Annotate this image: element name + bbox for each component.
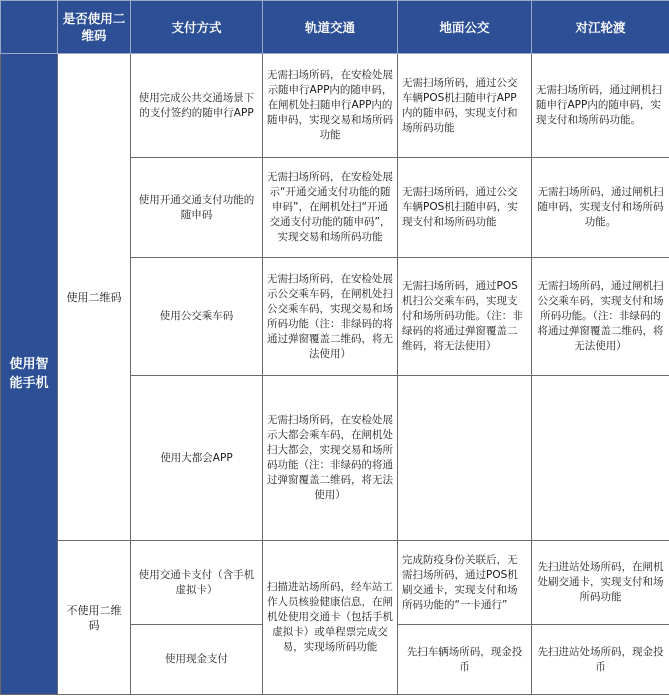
method-cell: 使用完成公共交通场景下的支付签约的随申行APP bbox=[131, 54, 263, 158]
table-row bbox=[1, 541, 669, 625]
bus-cell: 无需扫场所码，通过公交车辆POS机扫随申码，实现支付和场所码功能 bbox=[398, 158, 532, 258]
header-blank bbox=[1, 1, 58, 54]
method-cell: 使用大都会APP bbox=[131, 376, 263, 541]
header-use-qr: 是否使用二维码 bbox=[58, 1, 131, 54]
table-row bbox=[1, 54, 669, 158]
method-cell: 使用现金支付 bbox=[131, 625, 263, 695]
rail-cell: 无需扫场所码，在安检处展示公交乘车码，在闸机处扫公交乘车码，实现交易和场所码功能（注：非绿码的将通过弹窗覆盖二维码，将无法使用） bbox=[263, 258, 398, 376]
header-rail-transit: 轨道交通 bbox=[263, 1, 398, 54]
table-header-row bbox=[1, 1, 669, 54]
bus-cell: 无需扫场所码，通过公交车辆POS机扫随申行APP内的随申码，实现支付和场所码功能 bbox=[398, 54, 532, 158]
ferry-cell: 先扫进站处场所码，在闸机处刷交通卡，实现支付和场所码功能 bbox=[532, 541, 669, 625]
bus-cell: 先扫车辆场所码，现金投币 bbox=[398, 625, 532, 695]
rail-cell: 无需扫场所码，在安检处展示随申行APP内的随申码，在闸机处扫随申行APP内的随申码，实现交易和场所码功能 bbox=[263, 54, 398, 158]
ferry-cell: 无需扫场所码，通过闸机扫随申码，实现支付和场所码功能。 bbox=[532, 158, 669, 258]
method-cell: 使用开通交通支付功能的随申码 bbox=[131, 158, 263, 258]
ferry-cell: 先扫进站处场所码，现金投币 bbox=[532, 625, 669, 695]
side-label-smartphone: 使用智能手机 bbox=[1, 54, 58, 695]
header-ground-bus: 地面公交 bbox=[398, 1, 532, 54]
ferry-cell bbox=[532, 376, 669, 541]
header-payment-method: 支付方式 bbox=[131, 1, 263, 54]
ferry-cell: 无需扫场所码，通过闸机扫公交乘车码，实现支付和场所码功能。（注：非绿码的将通过弹窗覆盖二维码，将无法使用） bbox=[532, 258, 669, 376]
bus-cell bbox=[398, 376, 532, 541]
method-cell: 使用交通卡支付（含手机虚拟卡） bbox=[131, 541, 263, 625]
ferry-cell: 无需扫场所码，通过闸机扫随申行APP内的随申码，实现支付和场所码功能。 bbox=[532, 54, 669, 158]
rail-cell: 无需扫场所码，在安检处展示大都会乘车码，在闸机处扫大都会，实现交易和场所码功能（注：非绿码的将通过弹窗覆盖二维码，将无法使用） bbox=[263, 376, 398, 541]
bus-cell: 完成防疫身份关联后，无需扫场所码，通过POS机刷交通卡，实现支付和场所码功能的“一卡通行” bbox=[398, 541, 532, 625]
rail-cell: 扫描进站场所码，经车站工作人员核验健康信息，在闸机处使用交通卡（包括手机虚拟卡）或单程票完成交易，实现场所码功能 bbox=[263, 541, 398, 695]
header-river-ferry: 对江轮渡 bbox=[532, 1, 669, 54]
bus-cell: 无需扫场所码，通过POS机扫公交乘车码，实现支付和场所码功能。（注：非绿码的将通过弹窗覆盖二维码，将无法使用） bbox=[398, 258, 532, 376]
group-label-no-qr: 不使用二维码 bbox=[58, 541, 131, 695]
group-label-qr: 使用二维码 bbox=[58, 54, 131, 541]
rail-cell: 无需扫场所码，在安检处展示“开通交通支付功能的随申码”，在闸机处扫“开通交通支付功能的随申码”，实现交易和场所码功能 bbox=[263, 158, 398, 258]
method-cell: 使用公交乘车码 bbox=[131, 258, 263, 376]
